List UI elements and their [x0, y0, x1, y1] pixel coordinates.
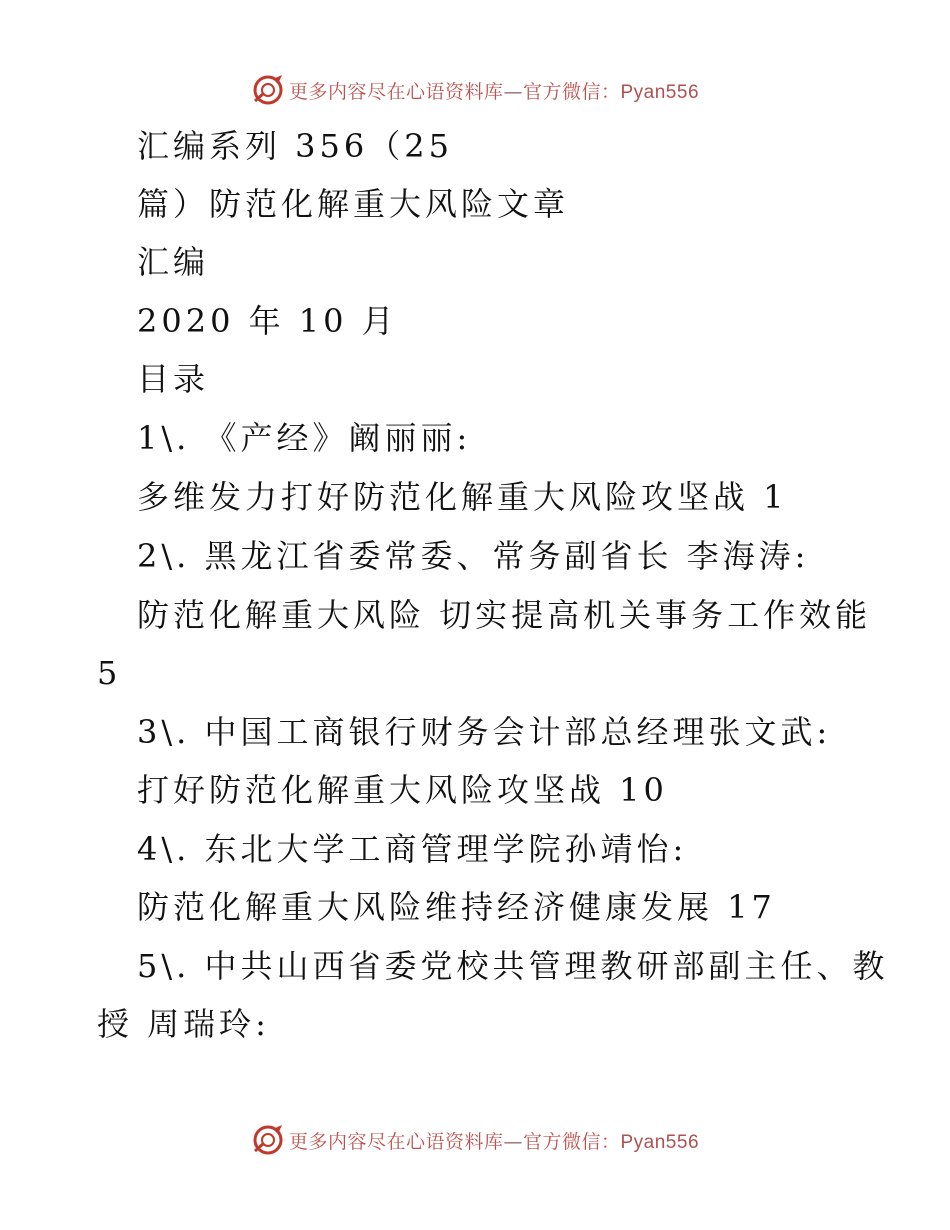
banner-text: 更多内容尽在心语资料库—官方微信：Pyan556	[288, 1130, 700, 1153]
header-banner	[0, 70, 950, 110]
toc-entry-3-title: 打好防范化解重大风险攻坚战 10	[137, 771, 668, 809]
toc-entry-4-title: 防范化解重大风险维持经济健康发展 17	[137, 888, 776, 926]
banner-text: 更多内容尽在心语资料库—官方微信：Pyan556	[288, 80, 700, 103]
toc-entry-4-author: 4\. 东北大学工商管理学院孙靖怡:	[137, 830, 688, 868]
logo-icon	[251, 73, 285, 107]
logo-icon	[251, 1123, 285, 1157]
toc-heading: 目录	[137, 360, 210, 398]
title-line-1: 汇编系列 356（25	[137, 127, 453, 165]
toc-entry-5-author-cont: 授 周瑞玲:	[97, 1005, 270, 1043]
toc-entry-2-author: 2\. 黑龙江省委常委、常务副省长 李海涛:	[137, 537, 810, 575]
toc-entry-2-title: 防范化解重大风险 切实提高机关事务工作效能	[137, 596, 872, 634]
title-line-3: 汇编	[137, 243, 210, 281]
toc-entry-1-author: 1\. 《产经》阚丽丽:	[137, 419, 472, 457]
toc-entry-5-author: 5\. 中共山西省委党校共管理教研部副主任、教	[137, 947, 889, 985]
date-line: 2020 年 10 月	[137, 302, 398, 340]
footer-banner	[0, 1120, 950, 1160]
toc-entry-3-author: 3\. 中国工商银行财务会计部总经理张文武:	[137, 713, 832, 751]
toc-entry-1-title: 多维发力打好防范化解重大风险攻坚战 1	[137, 478, 788, 516]
toc-entry-2-page: 5	[97, 654, 122, 692]
title-line-2: 篇）防范化解重大风险文章	[137, 185, 570, 223]
